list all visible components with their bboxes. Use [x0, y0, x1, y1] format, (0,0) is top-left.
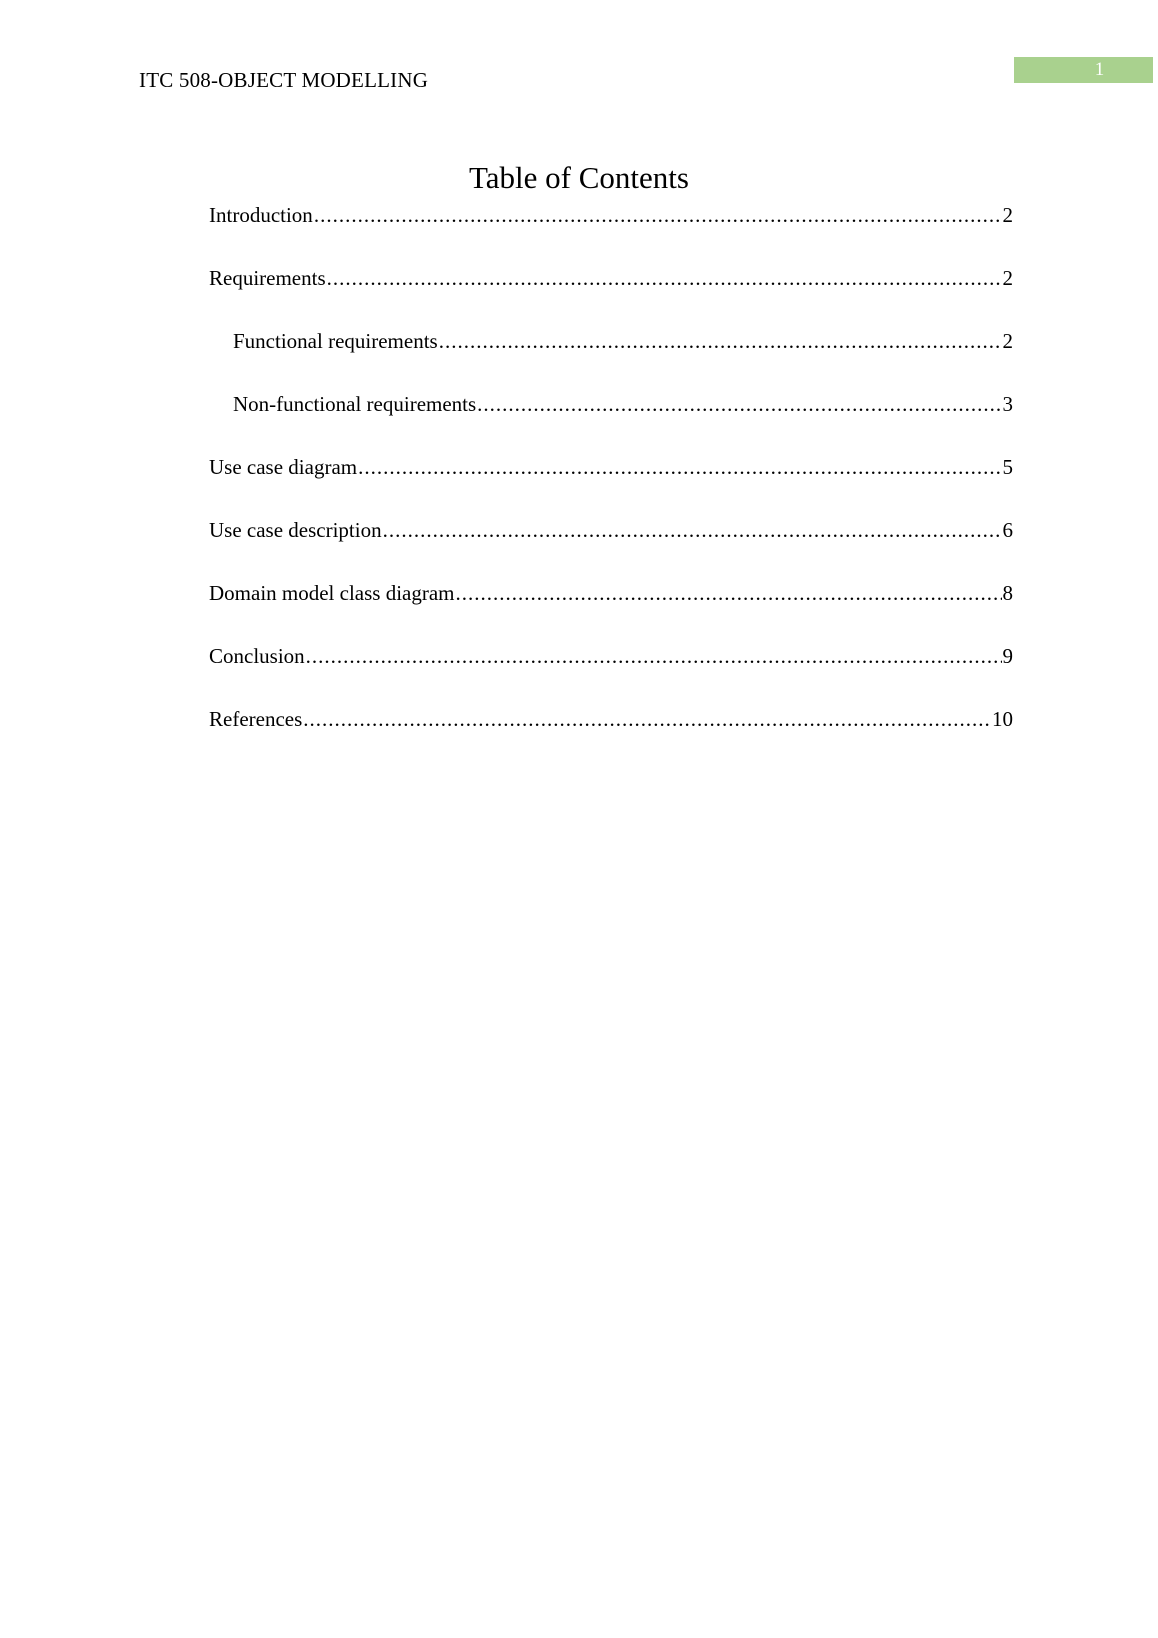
table-of-contents — [209, 198, 1013, 765]
toc-dot-leader — [306, 639, 1002, 673]
page-number-badge: 1 — [1014, 57, 1153, 83]
toc-dot-leader — [477, 387, 1001, 421]
toc-entry-page: 8 — [1002, 581, 1013, 605]
toc-entry-label: References — [209, 707, 303, 731]
toc-entry-non-functional-requirements[interactable] — [209, 387, 1013, 450]
toc-entry-label: Use case description — [209, 518, 382, 542]
toc-entry-label: Conclusion — [209, 644, 305, 668]
toc-entry-references[interactable] — [209, 702, 1013, 765]
toc-entry-functional-requirements[interactable] — [209, 324, 1013, 387]
toc-entry-label: Non-functional requirements — [233, 392, 477, 416]
toc-dot-leader — [456, 576, 1002, 610]
toc-entry-page: 6 — [1002, 518, 1013, 542]
toc-heading: Table of Contents — [469, 160, 689, 195]
toc-entry-page: 10 — [992, 707, 1013, 731]
toc-entry-introduction[interactable] — [209, 198, 1013, 261]
toc-entry-conclusion[interactable] — [209, 639, 1013, 702]
toc-entry-page: 2 — [1002, 266, 1013, 290]
toc-entry-use-case-diagram[interactable] — [209, 450, 1013, 513]
toc-entry-label: Domain model class diagram — [209, 581, 455, 605]
toc-entry-label: Requirements — [209, 266, 326, 290]
toc-entry-requirements[interactable] — [209, 261, 1013, 324]
toc-entry-page: 9 — [1002, 644, 1013, 668]
toc-dot-leader — [439, 324, 1002, 358]
toc-entry-label: Introduction — [209, 203, 313, 227]
toc-entry-domain-model-class-diagram[interactable] — [209, 576, 1013, 639]
toc-entry-page: 2 — [1002, 203, 1013, 227]
toc-entry-label: Functional requirements — [233, 329, 438, 353]
toc-dot-leader — [358, 450, 1001, 484]
toc-entry-page: 5 — [1002, 455, 1013, 479]
toc-entry-page: 3 — [1002, 392, 1013, 416]
toc-dot-leader — [314, 198, 1002, 232]
toc-dot-leader — [383, 513, 1002, 547]
running-header-title: ITC 508-OBJECT MODELLING — [139, 68, 429, 92]
toc-dot-leader — [327, 261, 1002, 295]
toc-dot-leader — [303, 702, 991, 736]
toc-entry-use-case-description[interactable] — [209, 513, 1013, 576]
toc-entry-label: Use case diagram — [209, 455, 358, 479]
toc-entry-page: 2 — [1002, 329, 1013, 353]
